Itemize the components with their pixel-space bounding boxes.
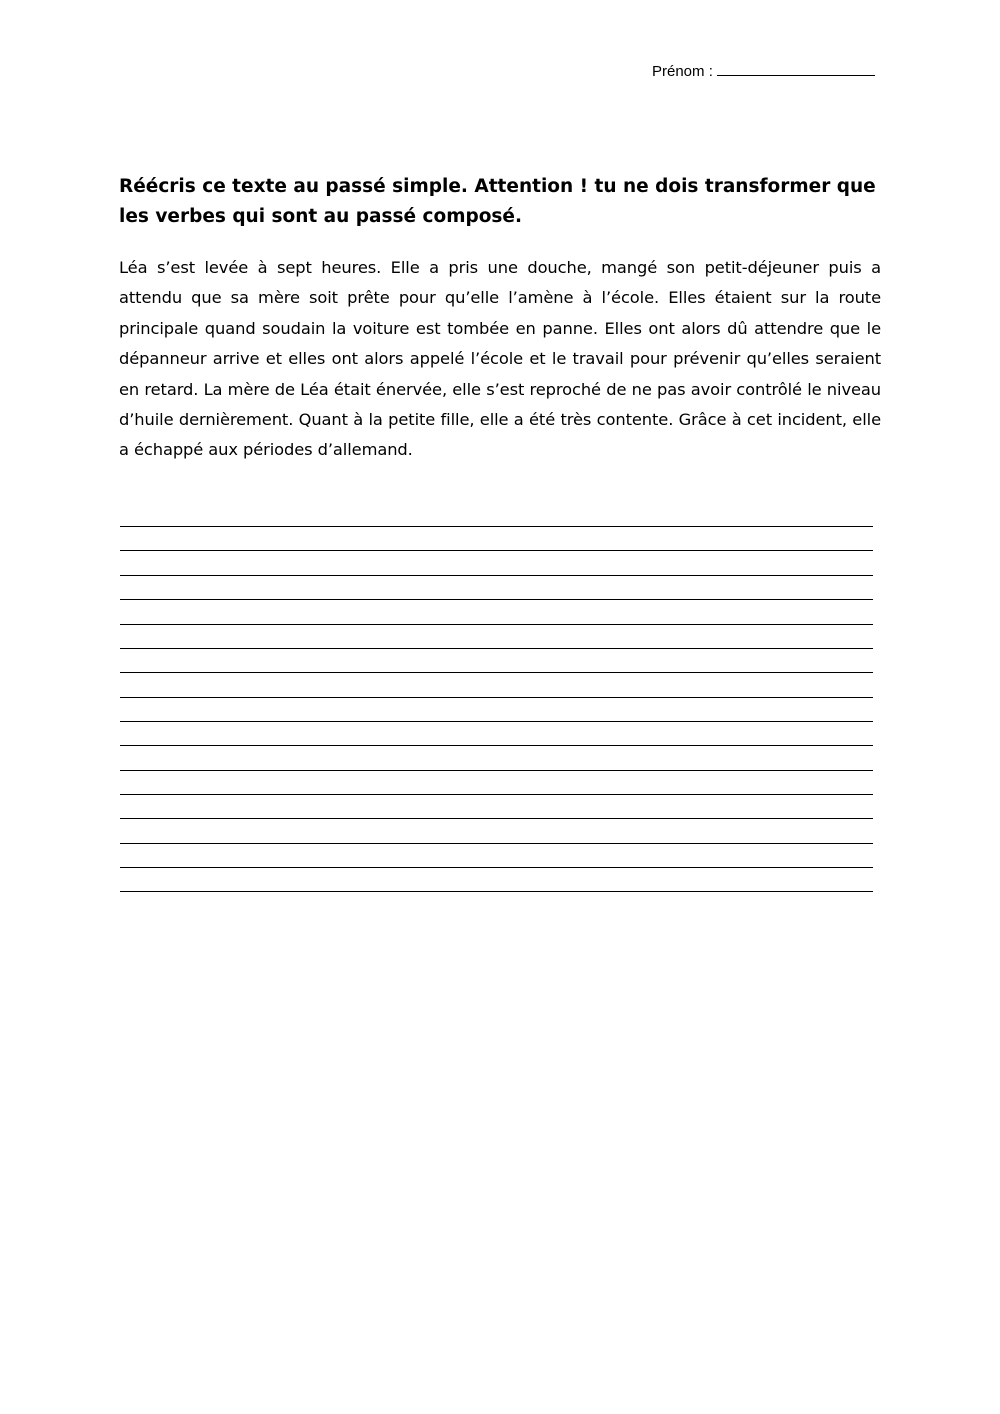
writing-line[interactable] (120, 672, 873, 673)
writing-line[interactable] (120, 745, 873, 746)
writing-line[interactable] (120, 770, 873, 771)
writing-line[interactable] (120, 794, 873, 795)
writing-line[interactable] (120, 550, 873, 551)
writing-line[interactable] (120, 648, 873, 649)
prenom-label: Prénom : (652, 63, 713, 80)
writing-line[interactable] (120, 818, 873, 819)
writing-line[interactable] (120, 526, 873, 527)
writing-line[interactable] (120, 624, 873, 625)
writing-line[interactable] (120, 843, 873, 844)
exercise-instruction: Réécris ce texte au passé simple. Attention ! tu ne dois transformer que les verbes qui sont au passé composé. (119, 176, 876, 227)
exercise-passage: Léa s’est levée à sept heures. Elle a pris une douche, mangé son petit-déjeuner puis a attendu que sa mère soit prête pour qu’elle l’amène à l’école. Elles étaient sur la route principale quand soudain la voiture est tombée en panne. Elles ont alors dû attendre que le dépanneur arrive et elles ont alors appelé l’école et le travail pour prévenir qu’elles seraient en retard. La mère de Léa était énervée, elle s’est reproché de ne pas avoir contrôlé le niveau d’huile dernièrement. Quant à la petite fille, elle a été très contente. Grâce à cet incident, elle a échappé aux périodes d’allemand. (119, 258, 881, 460)
prenom-field (652, 62, 875, 82)
writing-line[interactable] (120, 891, 873, 892)
writing-line[interactable] (120, 697, 873, 698)
writing-line[interactable] (120, 599, 873, 600)
writing-line[interactable] (120, 721, 873, 722)
prenom-blank-line[interactable] (717, 74, 875, 76)
writing-line[interactable] (120, 867, 873, 868)
writing-line[interactable] (120, 575, 873, 576)
